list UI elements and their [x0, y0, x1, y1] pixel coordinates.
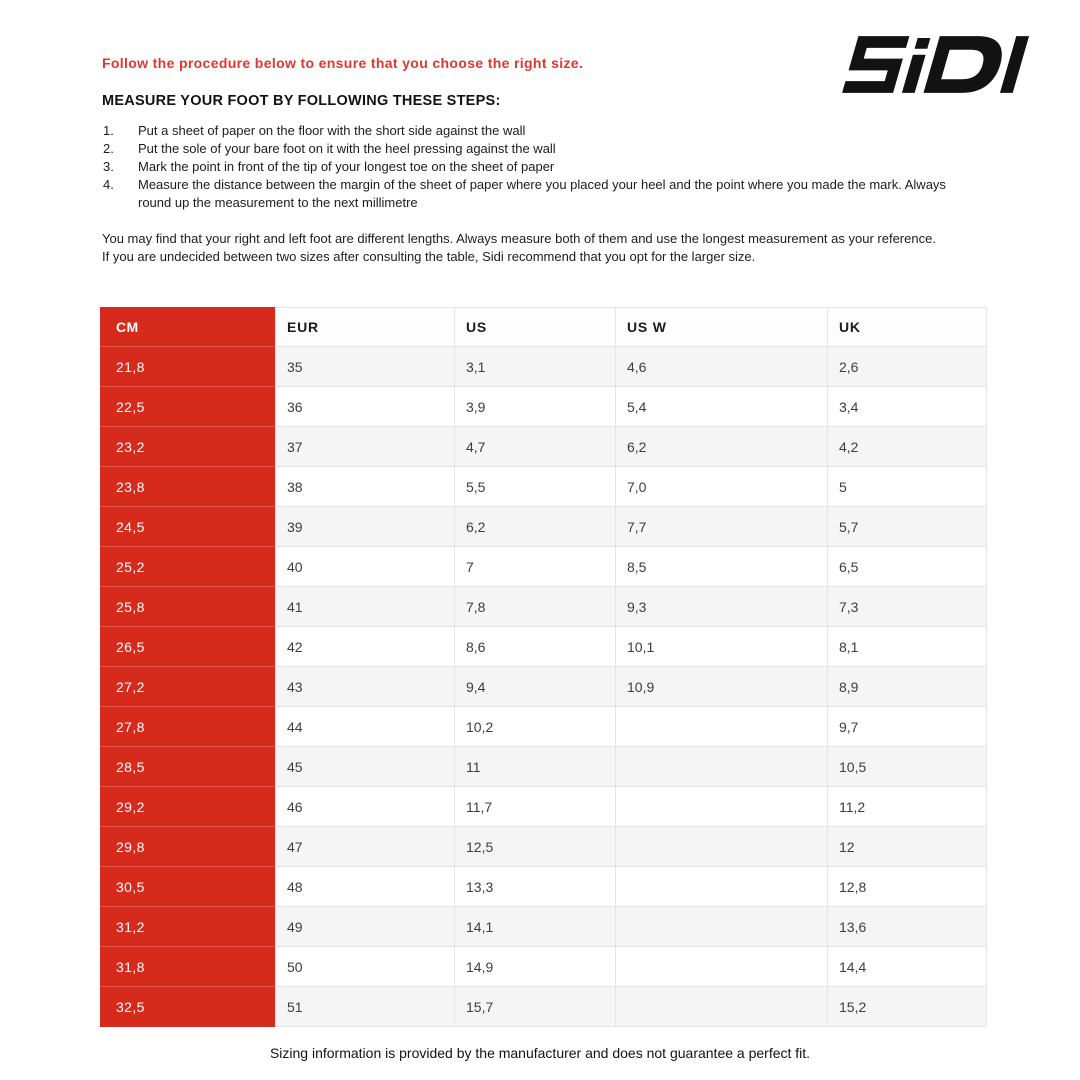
cell-us-w: 6,2: [615, 427, 827, 467]
cell-us-w: 10,9: [615, 667, 827, 707]
step-text: Put a sheet of paper on the floor with the short side against the wall: [138, 123, 526, 138]
cell-eur: 38: [275, 467, 454, 507]
cell-cm: 29,8: [100, 827, 275, 867]
step-text: Mark the point in front of the tip of your longest toe on the sheet of paper: [138, 159, 555, 174]
column-header-us: US: [454, 307, 615, 347]
cell-uk: 15,2: [827, 987, 987, 1027]
size-table-body: [100, 347, 987, 1027]
cell-eur: 36: [275, 387, 454, 427]
table-row: [100, 907, 987, 947]
cell-us: 13,3: [454, 867, 615, 907]
cell-uk: 5,7: [827, 507, 987, 547]
cell-eur: 35: [275, 347, 454, 387]
note-paragraph: You may find that your right and left foot are different lengths. Always measure both of them and use the longest measurement as your reference.: [102, 231, 936, 246]
table-row: [100, 627, 987, 667]
step-number: 3.: [103, 159, 114, 174]
table-row: [100, 987, 987, 1027]
table-row: [100, 347, 987, 387]
cell-eur: 37: [275, 427, 454, 467]
cell-cm: 28,5: [100, 747, 275, 787]
sidi-logo: [828, 36, 1030, 93]
cell-us: 12,5: [454, 827, 615, 867]
cell-cm: 27,8: [100, 707, 275, 747]
cell-us-w: [615, 827, 827, 867]
cell-us: 3,9: [454, 387, 615, 427]
cell-us: 14,9: [454, 947, 615, 987]
cell-cm: 23,2: [100, 427, 275, 467]
instructions-title: MEASURE YOUR FOOT BY FOLLOWING THESE STEPS:: [102, 93, 501, 109]
cell-eur: 41: [275, 587, 454, 627]
cell-us: 11: [454, 747, 615, 787]
cell-uk: 2,6: [827, 347, 987, 387]
cell-uk: 10,5: [827, 747, 987, 787]
cell-us-w: 9,3: [615, 587, 827, 627]
table-row: [100, 547, 987, 587]
cell-us: 6,2: [454, 507, 615, 547]
column-header-us-w: US W: [615, 307, 827, 347]
cell-cm: 21,8: [100, 347, 275, 387]
cell-us-w: [615, 867, 827, 907]
column-header-eur: EUR: [275, 307, 454, 347]
cell-us: 5,5: [454, 467, 615, 507]
step-item: [103, 176, 971, 212]
cell-uk: 12,8: [827, 867, 987, 907]
cell-uk: 14,4: [827, 947, 987, 987]
table-row: [100, 947, 987, 987]
cell-cm: 31,2: [100, 907, 275, 947]
cell-uk: 8,1: [827, 627, 987, 667]
column-header-uk: UK: [827, 307, 987, 347]
cell-us-w: [615, 987, 827, 1027]
cell-uk: 6,5: [827, 547, 987, 587]
cell-us-w: [615, 787, 827, 827]
cell-us-w: 4,6: [615, 347, 827, 387]
cell-cm: 23,8: [100, 467, 275, 507]
table-row: [100, 707, 987, 747]
cell-us: 3,1: [454, 347, 615, 387]
cell-us-w: [615, 707, 827, 747]
cell-uk: 12: [827, 827, 987, 867]
cell-uk: 9,7: [827, 707, 987, 747]
cell-eur: 39: [275, 507, 454, 547]
cell-us-w: [615, 947, 827, 987]
step-number: 2.: [103, 141, 114, 156]
cell-us: 15,7: [454, 987, 615, 1027]
table-row: [100, 587, 987, 627]
cell-cm: 31,8: [100, 947, 275, 987]
cell-us-w: 7,0: [615, 467, 827, 507]
step-item: [103, 158, 971, 176]
cell-us: 8,6: [454, 627, 615, 667]
step-number: 1.: [103, 123, 114, 138]
cell-eur: 45: [275, 747, 454, 787]
size-table: [100, 307, 987, 1027]
table-row: [100, 827, 987, 867]
cell-us-w: 8,5: [615, 547, 827, 587]
table-row: [100, 867, 987, 907]
cell-cm: 27,2: [100, 667, 275, 707]
note-paragraph: If you are undecided between two sizes after consulting the table, Sidi recommend that you opt for the larger size.: [102, 249, 756, 264]
cell-eur: 42: [275, 627, 454, 667]
cell-eur: 51: [275, 987, 454, 1027]
cell-uk: 4,2: [827, 427, 987, 467]
cell-us-w: [615, 907, 827, 947]
cell-cm: 22,5: [100, 387, 275, 427]
cell-eur: 47: [275, 827, 454, 867]
table-row: [100, 787, 987, 827]
cell-us: 7,8: [454, 587, 615, 627]
cell-uk: 3,4: [827, 387, 987, 427]
cell-us: 4,7: [454, 427, 615, 467]
size-table-header-row: [100, 307, 987, 347]
step-item: [103, 140, 971, 158]
cell-eur: 46: [275, 787, 454, 827]
cell-uk: 13,6: [827, 907, 987, 947]
cell-uk: 11,2: [827, 787, 987, 827]
cell-cm: 25,8: [100, 587, 275, 627]
notes: [102, 230, 984, 266]
cell-cm: 26,5: [100, 627, 275, 667]
cell-uk: 8,9: [827, 667, 987, 707]
cell-us-w: 7,7: [615, 507, 827, 547]
step-text: Measure the distance between the margin of the sheet of paper where you placed your heel and the point where you made the mark. Always round up the measurement to the next millimetre: [138, 177, 946, 210]
logo-letter-i-bar: [902, 55, 926, 93]
cell-us: 9,4: [454, 667, 615, 707]
table-row: [100, 507, 987, 547]
step-number: 4.: [103, 177, 114, 192]
table-row: [100, 667, 987, 707]
cell-us-w: 5,4: [615, 387, 827, 427]
footer-disclaimer: Sizing information is provided by the manufacturer and does not guarantee a perfect fit.: [269, 1045, 811, 1061]
cell-eur: 50: [275, 947, 454, 987]
cell-us: 10,2: [454, 707, 615, 747]
cell-eur: 44: [275, 707, 454, 747]
step-item: [103, 122, 971, 140]
cell-cm: 32,5: [100, 987, 275, 1027]
cell-us-w: 10,1: [615, 627, 827, 667]
table-row: [100, 747, 987, 787]
cell-eur: 49: [275, 907, 454, 947]
cell-cm: 25,2: [100, 547, 275, 587]
logo-letter-s: [842, 36, 909, 93]
cell-uk: 5: [827, 467, 987, 507]
table-row: [100, 427, 987, 467]
column-header-cm: CM: [100, 307, 275, 347]
logo-letter-i2: [1000, 36, 1029, 93]
cell-us: 14,1: [454, 907, 615, 947]
cell-cm: 29,2: [100, 787, 275, 827]
procedure-headline: Follow the procedure below to ensure that you choose the right size.: [102, 55, 584, 71]
cell-eur: 43: [275, 667, 454, 707]
logo-letter-d: [923, 36, 1008, 93]
cell-us: 7: [454, 547, 615, 587]
cell-eur: 40: [275, 547, 454, 587]
cell-cm: 30,5: [100, 867, 275, 907]
cell-us-w: [615, 747, 827, 787]
cell-eur: 48: [275, 867, 454, 907]
cell-cm: 24,5: [100, 507, 275, 547]
table-row: [100, 467, 987, 507]
step-text: Put the sole of your bare foot on it with the heel pressing against the wall: [138, 141, 556, 156]
logo-letter-i-dot: [915, 38, 931, 49]
table-row: [100, 387, 987, 427]
cell-us: 11,7: [454, 787, 615, 827]
cell-uk: 7,3: [827, 587, 987, 627]
steps-list: [103, 122, 971, 212]
